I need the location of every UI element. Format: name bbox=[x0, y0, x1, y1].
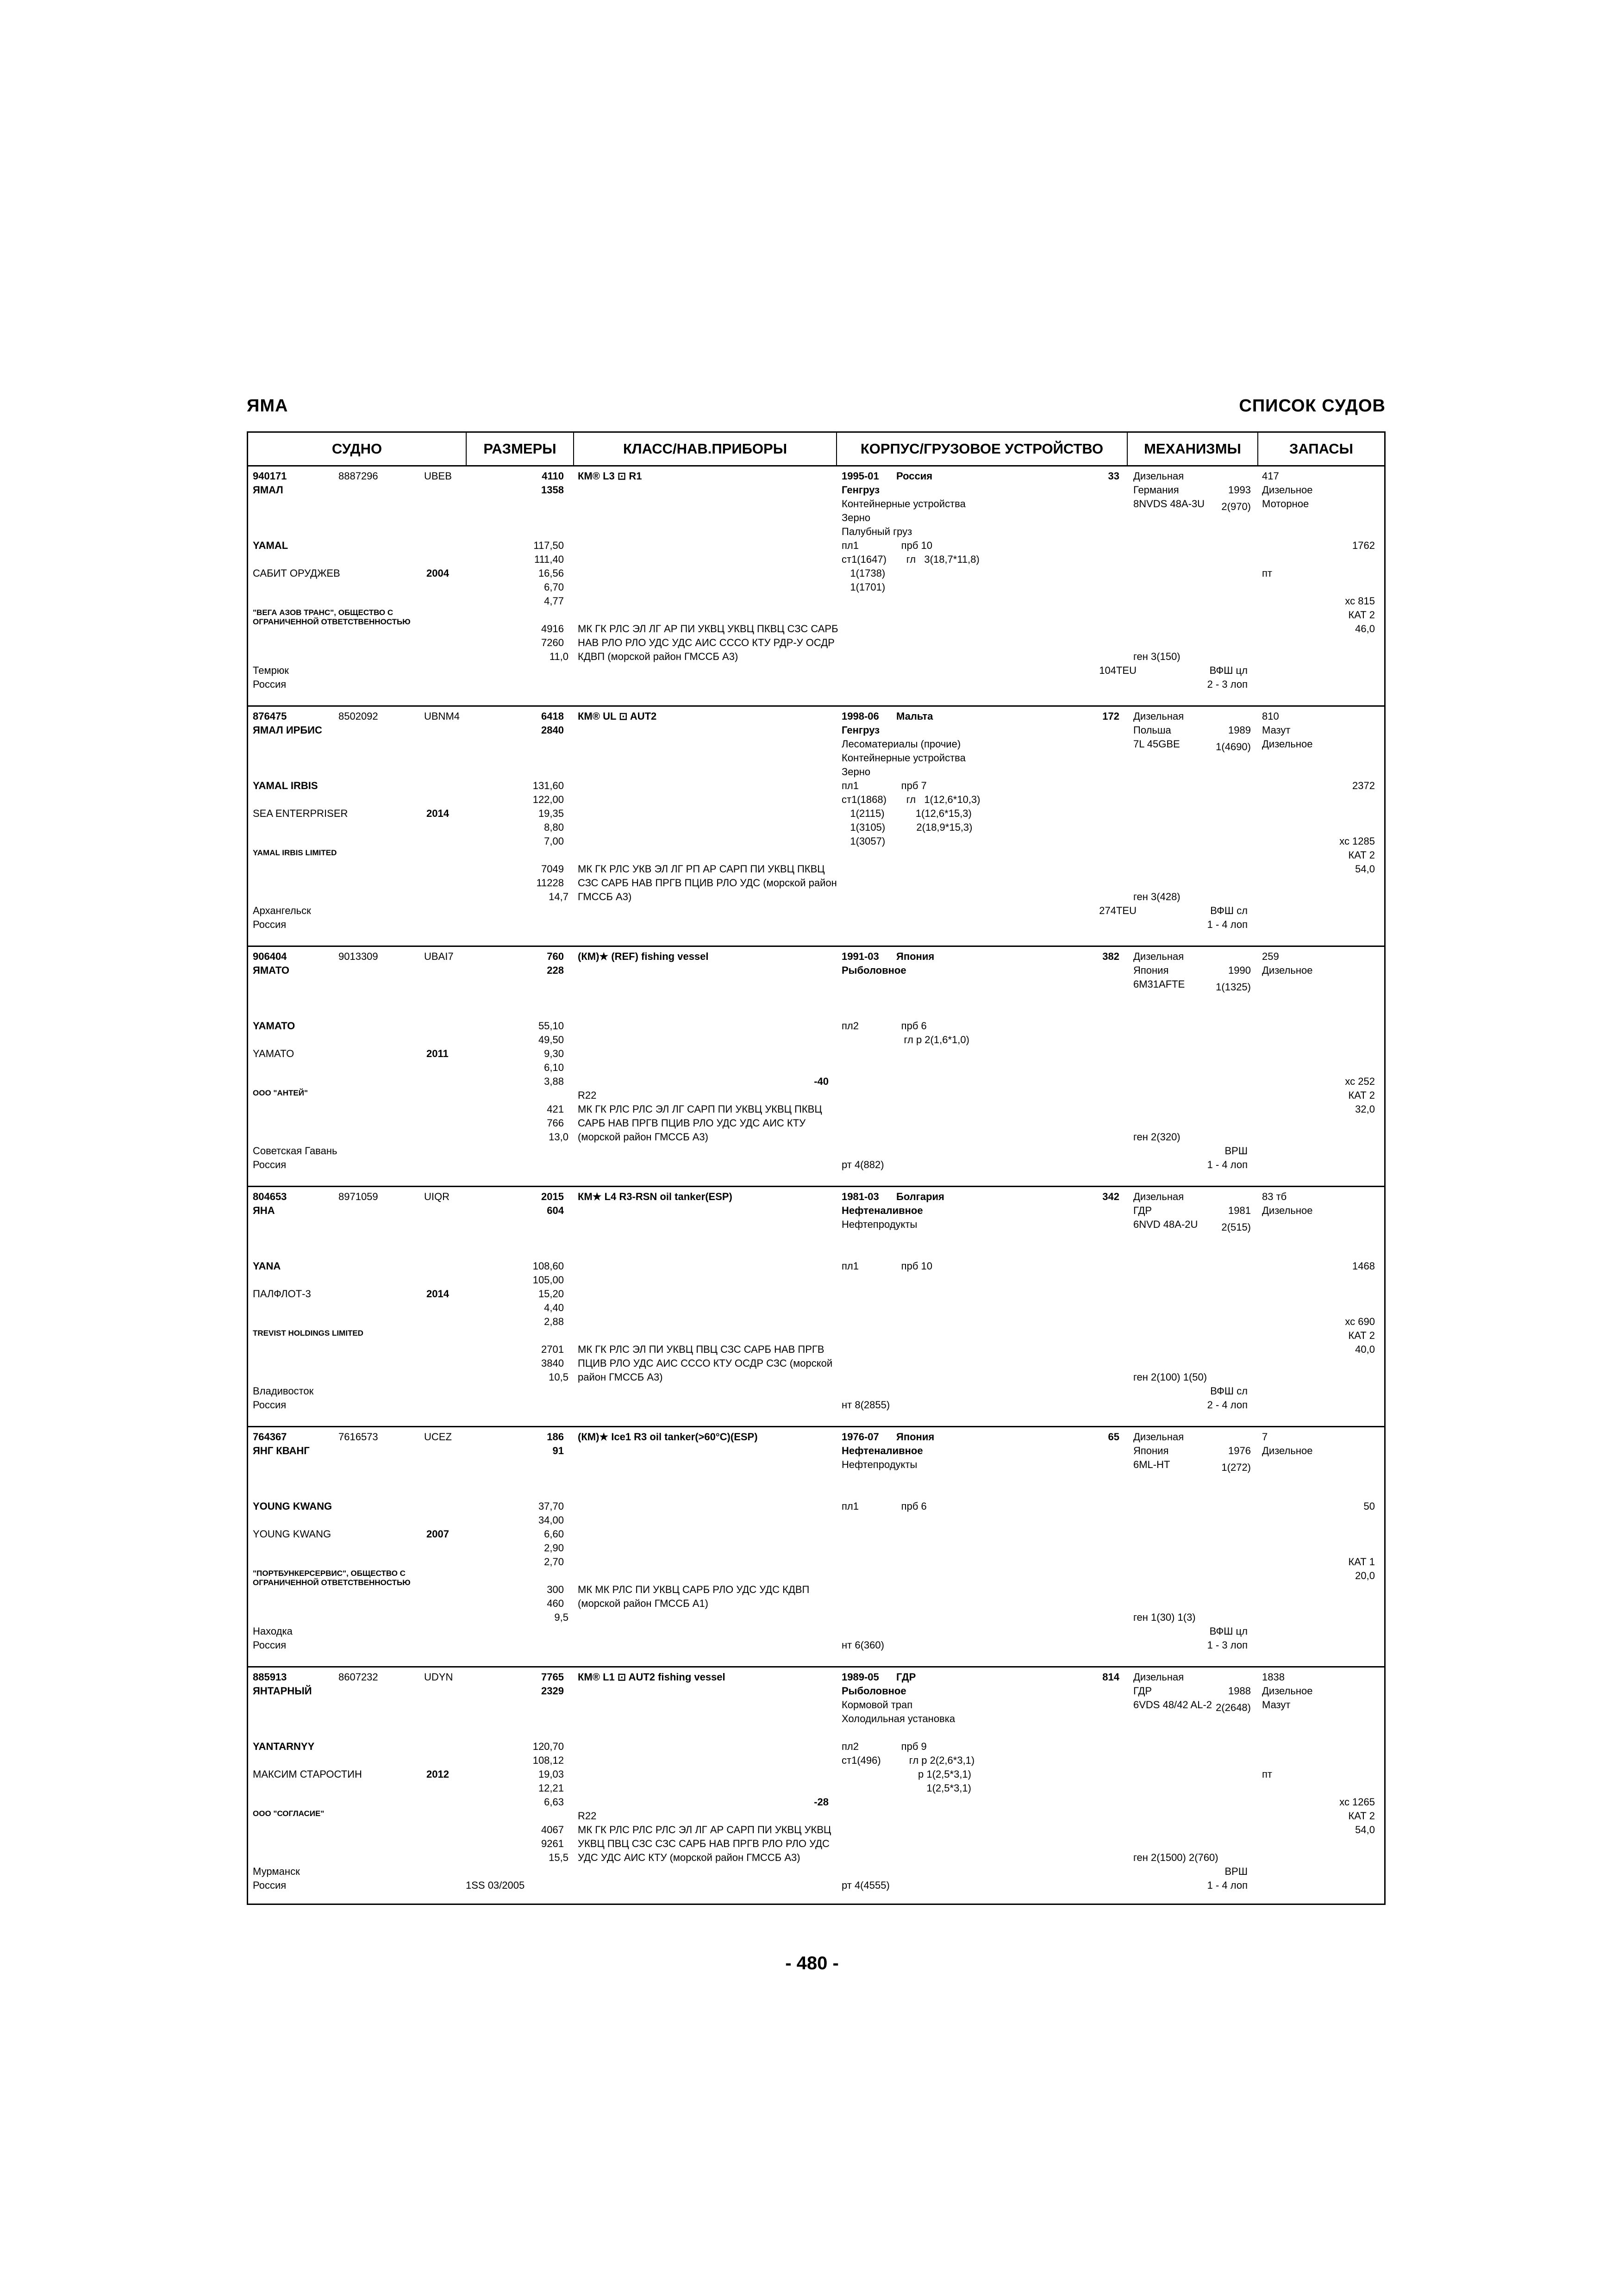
engine-type: Дизельная bbox=[1133, 470, 1184, 482]
dimension-value: 9,30 bbox=[544, 1048, 564, 1059]
stores-crew: КАТ 1 bbox=[1348, 1556, 1375, 1568]
generators: ген 3(428) bbox=[1133, 891, 1181, 902]
speed-value: 14,7 bbox=[549, 891, 568, 902]
stores-fuel-2: Дизельное bbox=[1262, 738, 1313, 750]
navigation-equipment: МК ГК РЛС РЛС ЭЛ ЛГ САРП ПИ УКВЦ УКВЦ ПКВЦ САРБ НАВ ПРГВ ПЦИВ РЛО УДС УДС АИС КТУ (морской район ГМССБ А3) bbox=[578, 1103, 822, 1143]
propeller: ВРШ bbox=[1224, 1145, 1248, 1157]
deadweight-value: 9261 bbox=[541, 1838, 564, 1849]
navigation-equipment: МК ГК РЛС ЭЛ ПИ УКВЦ ПВЦ СЗС САРБ НАВ ПРГВ ПЦИВ РЛО УДС АИС СССО КТУ ОСДР СЗС (морской район ГМССБ А3) bbox=[578, 1344, 833, 1383]
vessel-type: Генгруз bbox=[842, 484, 880, 496]
dimension-value: 117,50 bbox=[533, 540, 564, 551]
speed-value: 15,5 bbox=[549, 1852, 568, 1863]
generators: ген 2(1500) 2(760) bbox=[1133, 1852, 1218, 1863]
owner-name: ООО "АНТЕЙ" bbox=[253, 1089, 308, 1097]
stores-value: 259 bbox=[1262, 951, 1279, 962]
deadweight-value: 2701 bbox=[541, 1344, 564, 1355]
stores-fuel-2: Моторное bbox=[1262, 498, 1309, 510]
dimension-value: 19,35 bbox=[538, 808, 564, 819]
stores-crew: хс 252 bbox=[1345, 1076, 1375, 1087]
generators: ген 2(100) 1(50) bbox=[1133, 1371, 1207, 1383]
captain-year: 2014 bbox=[426, 808, 449, 819]
stores-category: КАТ 2 bbox=[1348, 1089, 1375, 1101]
stores-category: 20,0 bbox=[1355, 1570, 1375, 1581]
deadweight-value: 300 bbox=[547, 1584, 564, 1595]
imo-number: 8971059 bbox=[338, 1191, 378, 1202]
vessel-record bbox=[248, 1187, 1384, 1427]
survey-note: 1SS 03/2005 bbox=[466, 1879, 525, 1891]
stores-fuel: Дизельное bbox=[1262, 964, 1313, 976]
build-date: 1989-05 bbox=[842, 1671, 879, 1683]
fish-hold-capacity: нт 6(360) bbox=[842, 1639, 884, 1651]
stores-category: КАТ 2 bbox=[1348, 1330, 1375, 1341]
class-note: R22 bbox=[578, 1089, 597, 1101]
engine-country: Япония bbox=[1133, 1445, 1169, 1456]
navigation-equipment: МК МК РЛС ПИ УКВЦ САРБ РЛО УДС УДС КДВП (морской район ГМССБ А1) bbox=[578, 1584, 810, 1609]
dimension-value: 49,50 bbox=[538, 1034, 564, 1045]
vessel-name-latin: YAMAL bbox=[253, 540, 288, 551]
stores-autonomy: 46,0 bbox=[1355, 623, 1375, 635]
flag-country: Россия bbox=[253, 1639, 287, 1651]
deadweight-value: 3840 bbox=[541, 1357, 564, 1369]
stores-category: КАТ 2 bbox=[1348, 1810, 1375, 1822]
dimension-value: 34,00 bbox=[538, 1514, 564, 1526]
vessel-name: ЯМАЛ bbox=[253, 484, 283, 496]
deadweight-value: 460 bbox=[547, 1598, 564, 1609]
deadweight-value: 7049 bbox=[541, 863, 564, 875]
engine-power: 1(1325) bbox=[1216, 981, 1251, 993]
running-header-left: ЯМА bbox=[247, 396, 288, 416]
stores-crew: хс 1285 bbox=[1339, 835, 1375, 847]
dimension-value: 2,90 bbox=[544, 1542, 564, 1554]
imo-number: 9013309 bbox=[338, 951, 378, 962]
vessel-record bbox=[248, 1427, 1384, 1668]
vessel-record bbox=[248, 1668, 1384, 1908]
engine-model: 6NVD 48A-2U bbox=[1133, 1219, 1198, 1230]
vessel-name: ЯНГ КВАНГ bbox=[253, 1445, 310, 1456]
engine-type: Дизельная bbox=[1133, 1671, 1184, 1683]
stores-fuel: Мазут bbox=[1262, 724, 1291, 736]
class-notation: КМ® L1 ⊡ AUT2 fishing vessel bbox=[578, 1671, 725, 1683]
captain-name: ПАЛФЛОТ-3 bbox=[253, 1288, 311, 1300]
fish-hold-capacity: рт 4(882) bbox=[842, 1159, 884, 1170]
generators: ген 2(320) bbox=[1133, 1131, 1181, 1143]
builder-country: Япония bbox=[896, 1431, 935, 1443]
dimension-value: 16,56 bbox=[538, 567, 564, 579]
refrigeration-temp: -40 bbox=[814, 1076, 829, 1087]
stores-value: 83 тб bbox=[1262, 1191, 1287, 1202]
class-note: R22 bbox=[578, 1810, 597, 1822]
captain-name: SEA ENTERPRISER bbox=[253, 808, 348, 819]
net-tonnage: 2329 bbox=[541, 1685, 564, 1697]
engine-model: 6M31AFTE bbox=[1133, 978, 1185, 990]
gross-tonnage: 186 bbox=[547, 1431, 564, 1443]
running-header-right: СПИСОК СУДОВ bbox=[1239, 396, 1386, 416]
home-port: Темрюк bbox=[253, 665, 289, 676]
net-tonnage: 228 bbox=[547, 964, 564, 976]
hull-number: 172 bbox=[1102, 710, 1119, 722]
engine-power: 2(970) bbox=[1221, 501, 1251, 512]
class-notation: (КМ)★ (REF) fishing vessel bbox=[578, 951, 709, 962]
hull-number: 342 bbox=[1102, 1191, 1119, 1202]
registry-number: 906404 bbox=[253, 951, 287, 962]
builder-country: Мальта bbox=[896, 710, 933, 722]
owner-name: "ПОРТБУНКЕРСЕРВИС", ОБЩЕСТВО С ОГРАНИЧЕННОЙ ОТВЕТСТВЕННОСТЬЮ bbox=[253, 1569, 411, 1587]
engine-year: 1993 bbox=[1228, 484, 1251, 496]
net-tonnage: 91 bbox=[552, 1445, 564, 1456]
captain-year: 2007 bbox=[426, 1528, 449, 1540]
col-header-stores: ЗАПАСЫ bbox=[1289, 441, 1354, 457]
stores-capacity: 1762 bbox=[1352, 540, 1375, 551]
vessel-type: Нефтеналивное bbox=[842, 1205, 923, 1216]
gross-tonnage: 760 bbox=[547, 951, 564, 962]
class-notation: КМ® UL ⊡ AUT2 bbox=[578, 710, 657, 722]
deadweight-value: 7260 bbox=[541, 637, 564, 648]
holds-hatches: пл1 прб 7 ст1(1868) гл 1(12,6*10,3) 1(2115) 1(12,6*15,3) 1(3105) 2(18,9*15,3) 1(3057) bbox=[842, 780, 981, 847]
vessel-record bbox=[248, 947, 1384, 1187]
call-sign: UBNM4 bbox=[424, 710, 460, 722]
captain-year: 2012 bbox=[426, 1768, 449, 1780]
engine-model: 6ML-HT bbox=[1133, 1459, 1170, 1470]
vessel-type: Генгруз bbox=[842, 724, 880, 736]
stores-note: пт bbox=[1262, 1768, 1272, 1780]
owner-name: YAMAL IRBIS LIMITED bbox=[253, 848, 337, 857]
stores-crew: хс 690 bbox=[1345, 1316, 1375, 1327]
vessel-name: ЯНТАРНЫЙ bbox=[253, 1685, 312, 1697]
engine-year: 1990 bbox=[1228, 964, 1251, 976]
captain-name: МАКСИМ СТАРОСТИН bbox=[253, 1768, 362, 1780]
ship-register-table bbox=[247, 431, 1386, 1905]
owner-name: TREVIST HOLDINGS LIMITED bbox=[253, 1329, 363, 1338]
cargo-equipment: Нефтепродукты bbox=[842, 1219, 918, 1230]
navigation-equipment: МК ГК РЛС УКВ ЭЛ ЛГ РП АР САРП ПИ УКВЦ ПКВЦ СЗС САРБ НАВ ПРГВ ПЦИВ РЛО УДС (морской район ГМССБ А3) bbox=[578, 863, 837, 902]
propeller-blades: 1 - 4 лоп bbox=[1207, 1879, 1248, 1891]
dimension-value: 120,70 bbox=[532, 1741, 564, 1752]
col-header-hull: КОРПУС/ГРУЗОВОЕ УСТРОЙСТВО bbox=[860, 441, 1104, 457]
stores-fuel: Дизельное bbox=[1262, 484, 1313, 496]
vessel-record bbox=[248, 467, 1384, 707]
hull-number: 814 bbox=[1102, 1671, 1119, 1683]
engine-type: Дизельная bbox=[1133, 1431, 1184, 1443]
dimension-value: 6,70 bbox=[544, 581, 564, 593]
home-port: Владивосток bbox=[253, 1385, 314, 1397]
speed-value: 9,5 bbox=[554, 1612, 568, 1623]
dimension-value: 15,20 bbox=[538, 1288, 564, 1300]
home-port: Архангельск bbox=[253, 905, 311, 916]
engine-year: 1976 bbox=[1228, 1445, 1251, 1456]
dimension-value: 108,12 bbox=[532, 1755, 564, 1766]
vessel-type: Рыболовное bbox=[842, 1685, 906, 1697]
dimension-value: 122,00 bbox=[532, 794, 564, 805]
engine-power: 1(4690) bbox=[1216, 741, 1251, 753]
cargo-equipment: Контейнерные устройства Зерно Палубный груз bbox=[842, 498, 966, 537]
page-number: - 480 - bbox=[785, 1953, 839, 1973]
engine-year: 1981 bbox=[1228, 1205, 1251, 1216]
col-header-class: КЛАСС/НАВ.ПРИБОРЫ bbox=[623, 441, 787, 457]
holds-hatches: пл1 прб 6 bbox=[842, 1500, 927, 1512]
stores-fuel: Дизельное bbox=[1262, 1685, 1313, 1697]
flag-country: Россия bbox=[253, 919, 287, 930]
stores-fuel-2: Мазут bbox=[1262, 1699, 1291, 1711]
stores-category: КАТ 2 bbox=[1348, 849, 1375, 861]
registry-number: 885913 bbox=[253, 1671, 287, 1683]
deadweight-value: 4067 bbox=[541, 1824, 564, 1836]
call-sign: UBEB bbox=[424, 470, 452, 482]
engine-power: 1(272) bbox=[1221, 1462, 1251, 1473]
dimension-value: 105,00 bbox=[532, 1274, 564, 1286]
engine-type: Дизельная bbox=[1133, 710, 1184, 722]
stores-fuel: Дизельное bbox=[1262, 1205, 1313, 1216]
stores-category: КАТ 2 bbox=[1348, 609, 1375, 621]
gross-tonnage: 4110 bbox=[542, 470, 564, 482]
imo-number: 8502092 bbox=[338, 710, 378, 722]
holds-hatches: пл1 прб 10 ст1(1647) гл 3(18,7*11,8) 1(1738) 1(1701) bbox=[842, 540, 980, 593]
flag-country: Россия bbox=[253, 678, 287, 690]
engine-country: Япония bbox=[1133, 964, 1169, 976]
stores-capacity: 50 bbox=[1363, 1500, 1375, 1512]
registry-number: 764367 bbox=[253, 1431, 287, 1443]
stores-note: пт bbox=[1262, 567, 1272, 579]
builder-country: Россия bbox=[896, 470, 933, 482]
speed-value: 11,0 bbox=[549, 651, 568, 662]
flag-country: Россия bbox=[253, 1159, 287, 1170]
cargo-equipment: Лесоматериалы (прочие) Контейнерные устройства Зерно bbox=[842, 738, 966, 778]
flag-country: Россия bbox=[253, 1879, 287, 1891]
captain-name: YAMATO bbox=[253, 1048, 294, 1059]
fish-hold-capacity: нт 8(2855) bbox=[842, 1399, 890, 1411]
gross-tonnage: 6418 bbox=[541, 710, 564, 722]
home-port: Находка bbox=[253, 1625, 293, 1637]
call-sign: UCEZ bbox=[424, 1431, 452, 1443]
engine-model: 8NVDS 48A-3U bbox=[1133, 498, 1205, 510]
registry-number: 876475 bbox=[253, 710, 287, 722]
class-notation: (КМ)★ Ice1 R3 oil tanker(>60°C)(ESP) bbox=[578, 1431, 758, 1443]
navigation-equipment: МК ГК РЛС РЛС РЛС ЭЛ ЛГ АР САРП ПИ УКВЦ УКВЦ УКВЦ ПВЦ СЗС СЗС САРБ НАВ ПРГВ РЛО РЛО УДС УДС УДС АИС КТУ (морской район ГМССБ А3) bbox=[578, 1824, 831, 1863]
navigation-equipment: МК ГК РЛС ЭЛ ЛГ АР ПИ УКВЦ УКВЦ ПКВЦ СЗС САРБ НАВ РЛО РЛО УДС УДС АИС СССО КТУ РДР-У ОСДР КДВП (морской район ГМССБ А3) bbox=[578, 623, 838, 662]
class-notation: КМ★ L4 R3-RSN oil tanker(ESP) bbox=[578, 1191, 732, 1202]
engine-year: 1989 bbox=[1228, 724, 1251, 736]
dimension-value: 131,60 bbox=[532, 780, 564, 791]
call-sign: UBAI7 bbox=[424, 951, 454, 962]
propeller-blades: 1 - 4 лоп bbox=[1207, 1159, 1248, 1170]
engine-power: 2(515) bbox=[1221, 1221, 1251, 1233]
propeller: ВФШ сл bbox=[1210, 905, 1248, 916]
captain-year: 2004 bbox=[426, 567, 449, 579]
speed-value: 10,5 bbox=[549, 1371, 568, 1383]
captain-year: 2011 bbox=[426, 1048, 449, 1059]
hull-number: 382 bbox=[1102, 951, 1119, 962]
dimension-value: 2,70 bbox=[544, 1556, 564, 1568]
captain-year: 2014 bbox=[426, 1288, 449, 1300]
engine-model: 6VDS 48/42 AL-2 bbox=[1133, 1699, 1212, 1711]
engine-type: Дизельная bbox=[1133, 1191, 1184, 1202]
stores-capacity: 2372 bbox=[1352, 780, 1375, 791]
col-header-machinery: МЕХАНИЗМЫ bbox=[1144, 441, 1241, 457]
vessel-name-latin: YANTARNYY bbox=[253, 1741, 315, 1752]
dimension-value: 4,40 bbox=[544, 1302, 564, 1313]
generators: ген 3(150) bbox=[1133, 651, 1181, 662]
captain-name: САБИТ ОРУДЖЕВ bbox=[253, 567, 340, 579]
builder-country: ГДР bbox=[896, 1671, 916, 1683]
propeller-blades: 1 - 4 лоп bbox=[1207, 919, 1248, 930]
dimension-value: 6,10 bbox=[544, 1062, 564, 1073]
home-port: Советская Гавань bbox=[253, 1145, 337, 1157]
stores-value: 417 bbox=[1262, 470, 1279, 482]
vessel-record bbox=[248, 707, 1384, 947]
deadweight-value: 421 bbox=[547, 1103, 564, 1115]
builder-country: Болгария bbox=[896, 1191, 944, 1202]
builder-country: Япония bbox=[896, 951, 935, 962]
registry-number: 940171 bbox=[253, 470, 287, 482]
home-port: Мурманск bbox=[253, 1866, 300, 1877]
call-sign: UIQR bbox=[424, 1191, 450, 1202]
call-sign: UDYN bbox=[424, 1671, 453, 1683]
vessel-name-latin: YAMAL IRBIS bbox=[253, 780, 318, 791]
vessel-name-latin: YANA bbox=[253, 1260, 281, 1272]
vessel-type: Нефтеналивное bbox=[842, 1445, 923, 1456]
stores-capacity: 1468 bbox=[1352, 1260, 1375, 1272]
registry-number: 804653 bbox=[253, 1191, 287, 1202]
propeller: ВФШ цл bbox=[1209, 665, 1248, 676]
imo-number: 8887296 bbox=[338, 470, 378, 482]
propeller: ВРШ bbox=[1224, 1866, 1248, 1877]
teu-capacity: 104TEU bbox=[1099, 665, 1137, 676]
holds-hatches: пл1 прб 10 bbox=[842, 1260, 933, 1272]
refrigeration-temp: -28 bbox=[814, 1796, 829, 1808]
flag-country: Россия bbox=[253, 1399, 287, 1411]
gross-tonnage: 2015 bbox=[541, 1191, 564, 1202]
vessel-name-latin: YOUNG KWANG bbox=[253, 1500, 332, 1512]
build-date: 1998-06 bbox=[842, 710, 879, 722]
stores-crew: хс 815 bbox=[1345, 595, 1375, 607]
dimension-value: 108,60 bbox=[532, 1260, 564, 1272]
owner-name: ООО "СОГЛАСИЕ" bbox=[253, 1809, 325, 1818]
teu-capacity: 274TEU bbox=[1099, 905, 1137, 916]
stores-autonomy: 54,0 bbox=[1355, 863, 1375, 875]
engine-country: ГДР bbox=[1133, 1685, 1152, 1697]
gross-tonnage: 7765 bbox=[541, 1671, 564, 1683]
engine-power: 2(2648) bbox=[1216, 1702, 1251, 1713]
dimension-value: 7,00 bbox=[544, 835, 564, 847]
hull-number: 33 bbox=[1108, 470, 1119, 482]
dimension-value: 2,88 bbox=[544, 1316, 564, 1327]
stores-fuel: Дизельное bbox=[1262, 1445, 1313, 1456]
dimension-value: 4,77 bbox=[544, 595, 564, 607]
build-date: 1976-07 bbox=[842, 1431, 879, 1443]
class-notation: КМ® L3 ⊡ R1 bbox=[578, 470, 642, 482]
dimension-value: 111,40 bbox=[534, 554, 564, 565]
vessel-name: ЯМАТО bbox=[253, 964, 289, 976]
vessel-type: Рыболовное bbox=[842, 964, 906, 976]
dimension-value: 3,88 bbox=[544, 1076, 564, 1087]
net-tonnage: 604 bbox=[547, 1205, 564, 1216]
imo-number: 8607232 bbox=[338, 1671, 378, 1683]
stores-autonomy: 32,0 bbox=[1355, 1103, 1375, 1115]
dimension-value: 12,21 bbox=[538, 1782, 564, 1794]
build-date: 1981-03 bbox=[842, 1191, 879, 1202]
engine-type: Дизельная bbox=[1133, 951, 1184, 962]
vessel-name-latin: YAMATO bbox=[253, 1020, 295, 1032]
cargo-equipment: Нефтепродукты bbox=[842, 1459, 918, 1470]
dimension-value: 6,60 bbox=[544, 1528, 564, 1540]
dimension-value: 8,80 bbox=[544, 821, 564, 833]
holds-hatches: пл2 прб 6 гл р 2(1,6*1,0) bbox=[842, 1020, 969, 1045]
propeller-blades: 2 - 4 лоп bbox=[1207, 1399, 1248, 1411]
propeller-blades: 2 - 3 лоп bbox=[1207, 678, 1248, 690]
fish-hold-capacity: рт 4(4555) bbox=[842, 1879, 890, 1891]
stores-value: 810 bbox=[1262, 710, 1279, 722]
build-date: 1995-01 bbox=[842, 470, 879, 482]
dimension-value: 37,70 bbox=[538, 1500, 564, 1512]
deadweight-value: 4916 bbox=[541, 623, 564, 635]
propeller-blades: 1 - 3 лоп bbox=[1207, 1639, 1248, 1651]
col-header-dimensions: РАЗМЕРЫ bbox=[483, 441, 556, 457]
holds-hatches: пл2 прб 9 ст1(496) гл р 2(2,6*3,1) р 1(2,5*3,1) 1(2,5*3,1) bbox=[842, 1741, 975, 1794]
build-date: 1991-03 bbox=[842, 951, 879, 962]
cargo-equipment: Кормовой трап Холодильная установка bbox=[842, 1699, 956, 1724]
engine-country: ГДР bbox=[1133, 1205, 1152, 1216]
speed-value: 13,0 bbox=[549, 1131, 568, 1143]
propeller: ВФШ сл bbox=[1210, 1385, 1248, 1397]
col-header-vessel: СУДНО bbox=[331, 441, 382, 457]
vessel-name: ЯМАЛ ИРБИС bbox=[253, 724, 322, 736]
captain-name: YOUNG KWANG bbox=[253, 1528, 331, 1540]
dimension-value: 6,63 bbox=[544, 1796, 564, 1808]
engine-model: 7L 45GBE bbox=[1133, 738, 1180, 750]
net-tonnage: 1358 bbox=[541, 484, 564, 496]
owner-name: "ВЕГА АЗОВ ТРАНС", ОБЩЕСТВО С ОГРАНИЧЕННОЙ ОТВЕТСТВЕННОСТЬЮ bbox=[253, 608, 411, 626]
engine-year: 1988 bbox=[1228, 1685, 1251, 1697]
deadweight-value: 11228 bbox=[536, 877, 564, 889]
stores-crew: хс 1265 bbox=[1339, 1796, 1375, 1808]
stores-autonomy: 40,0 bbox=[1355, 1344, 1375, 1355]
dimension-value: 19,03 bbox=[538, 1768, 564, 1780]
net-tonnage: 2840 bbox=[541, 724, 564, 736]
generators: ген 1(30) 1(3) bbox=[1133, 1612, 1196, 1623]
vessel-name: ЯНА bbox=[253, 1205, 275, 1216]
engine-country: Польша bbox=[1133, 724, 1171, 736]
dimension-value: 55,10 bbox=[538, 1020, 564, 1032]
hull-number: 65 bbox=[1108, 1431, 1119, 1443]
propeller: ВФШ цл bbox=[1209, 1625, 1248, 1637]
stores-value: 7 bbox=[1262, 1431, 1268, 1443]
stores-autonomy: 54,0 bbox=[1355, 1824, 1375, 1836]
imo-number: 7616573 bbox=[338, 1431, 378, 1443]
engine-country: Германия bbox=[1133, 484, 1179, 496]
deadweight-value: 766 bbox=[547, 1117, 564, 1129]
stores-value: 1838 bbox=[1262, 1671, 1285, 1683]
